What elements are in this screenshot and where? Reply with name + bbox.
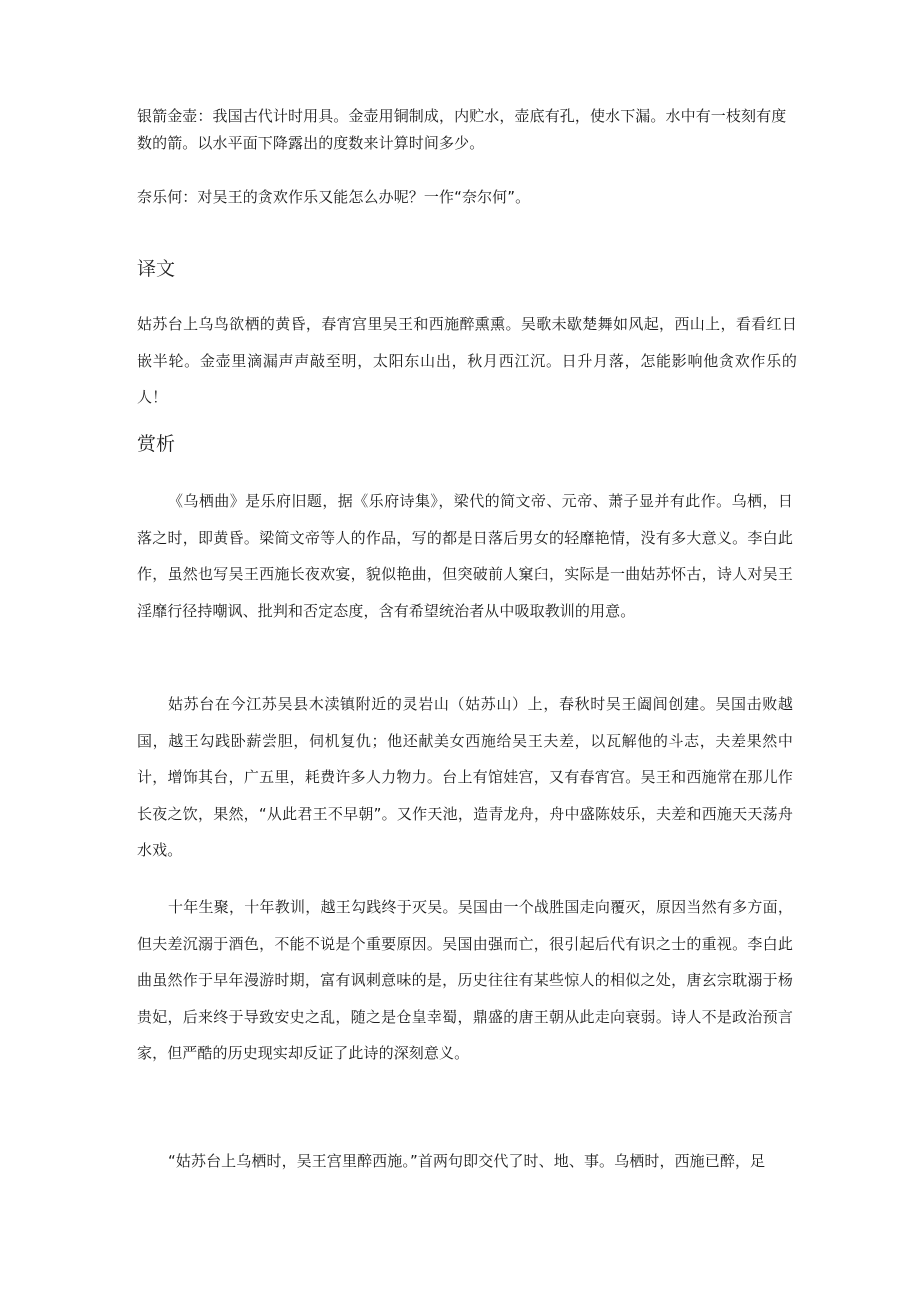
appreciation-paragraph-2: 姑苏台在今江苏吴县木渎镇附近的灵岩山（姑苏山）上，春秋时吴王阖闾创建。吴国击败越国，越王勾践卧薪尝胆，伺机复仇；他还献美女西施给吴王夫差，以瓦解他的斗志，夫差果然中计，增饰其台，广五里，耗费许多人力物力。台上有馆娃宫，又有春宵宫。吴王和西施常在那儿作长夜之饮，果然，“从此君王不早朝”。又作天池，造青龙舟，舟中盛陈妓乐，夫差和西施天天荡舟水戏。	[137, 695, 793, 860]
note-silver-arrow-gold-pot: 银箭金壶：我国古代计时用具。金壶用铜制成，内贮水，壶底有孔，使水下漏。水中有一枝刻有度数的箭。以水平面下降露出的度数来计算时间多少。	[137, 107, 787, 152]
note-nai-le-he: 奈乐何：对吴王的贪欢作乐又能怎么办呢？一作“奈尔何”。	[137, 188, 531, 206]
translation-text: 姑苏台上乌鸟欲栖的黄昏，春宵宫里吴王和西施醉熏熏。吴歌未歇楚舞如风起，西山上，看看红日嵌半轮。金壶里滴漏声声敲至明，太阳东山出，秋月西江沉。日升月落，怎能影响他贪欢作乐的人！	[137, 315, 797, 406]
appreciation-paragraph-1: 《乌栖曲》是乐府旧题，据《乐府诗集》，梁代的简文帝、元帝、萧子显并有此作。乌栖，日落之时，即黄昏。梁简文帝等人的作品，写的都是日落后男女的轻靡艳情，没有多大意义。李白此作，虽然也写吴王西施长夜欢宴，貌似艳曲，但突破前人窠臼，实际是一曲姑苏怀古，诗人对吴王淫靡行径持嘲讽、批判和否定态度，含有希望统治者从中吸取教训的用意。	[137, 492, 793, 620]
appreciation-heading: 赏析	[137, 433, 176, 455]
appreciation-paragraph-4: “姑苏台上乌栖时，吴王宫里醉西施。”首两句即交代了时、地、事。乌栖时，西施已醉，足	[168, 1152, 766, 1170]
translation-heading: 译文	[137, 258, 176, 280]
appreciation-paragraph-3: 十年生聚，十年教训，越王勾践终于灭吴。吴国由一个战胜国走向覆灭，原因当然有多方面，但夫差沉溺于酒色，不能不说是个重要原因。吴国由强而亡，很引起后代有识之士的重视。李白此曲虽然作于早年漫游时期，富有讽刺意味的是，历史往往有某些惊人的相似之处，唐玄宗耽溺于杨贵妃，后来终于导致安史之乱，随之是仓皇幸蜀，鼎盛的唐王朝从此走向衰弱。诗人不是政治预言家，但严酷的历史现实却反证了此诗的深刻意义。	[137, 898, 793, 1063]
